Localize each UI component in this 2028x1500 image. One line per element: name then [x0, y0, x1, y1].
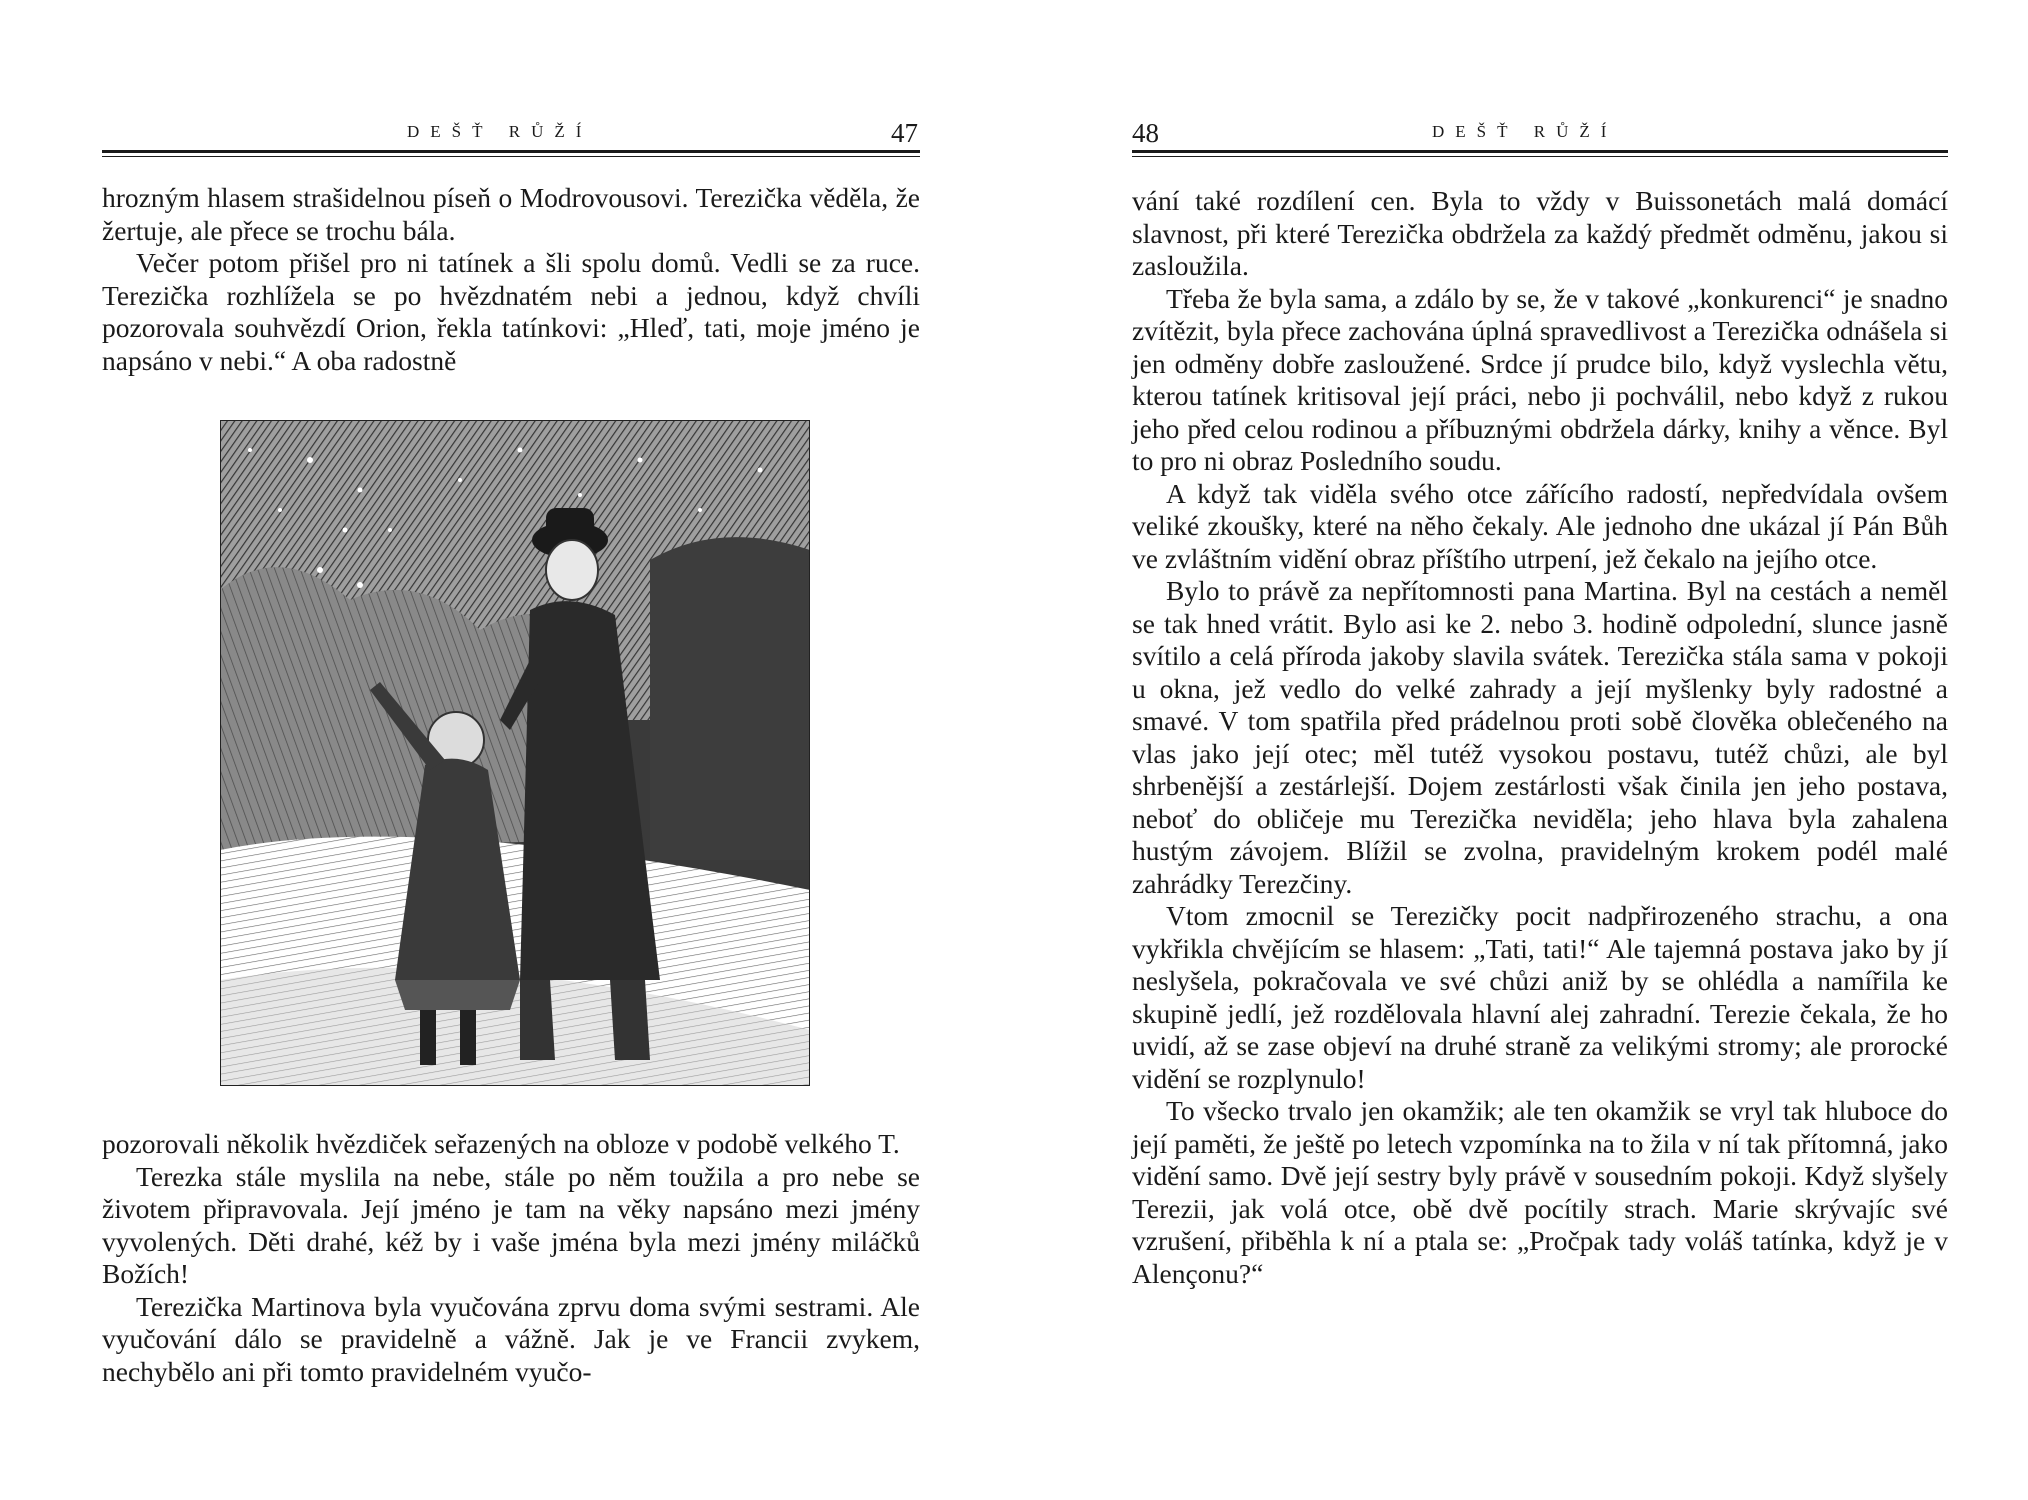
paragraph: Bylo to právě za nepřítomnosti pana Martina. Byl na cestách a neměl se tak hned vrátit. Bylo asi ke 2. nebo 3. hodině odpolední, slunce jasně svítilo a celá příroda jakoby slavila svátek. Terezička stála sama v pokoji u okna, jež vedlo do velké zahrady a její myšlenky byly radostné a smavé. V tom spatřila před prádelnou proti sobě člověka oblečeného na vlas jako její otec; měl tutéž vysokou postavu, tutéž chůzi, ale byl shrbenější a zestárlejší. Dojem zestárlosti však činila jen jeho postava, neboť do obličeje mu Terezička neviděla; jeho hlava byla zahalena hustým závojem. Blížil se zvolna, pravidelným krokem podél malé zahrádky Terezčiny. [1132, 575, 1948, 899]
paragraph: vání také rozdílení cen. Byla to vždy v Buissonetách malá domácí slavnost, při které Terezička obdržela za každý předmět odměnu, jakou si zasloužila. [1132, 185, 1948, 281]
left-header-rule [102, 150, 920, 153]
bushes-right [650, 537, 810, 860]
right-header-rule [1132, 150, 1948, 153]
left-text-top [102, 182, 920, 377]
right-page-number: 48 [1132, 118, 1159, 148]
left-running-title: DEŠŤ RŮŽÍ [407, 122, 593, 141]
paragraph: hrozným hlasem strašidelnou píseň o Modrovousovi. Terezička věděla, že žertuje, ale přece se trochu bála. [102, 182, 920, 246]
right-running-title: DEŠŤ RŮŽÍ [1432, 122, 1618, 141]
paragraph: Vtom zmocnil se Terezičky pocit nadpřirozeného strachu, a ona vykřikla chvějícím se hlasem: „Tati, tati!“ Ale tajemná postava jako by jí neslyšela, pokračovala ve své chůzi aniž by se ohlédla a namířila ke skupině jedlí, jež rozdělovala hlavní alej zahradní. Terezie čekala, že ho uvidí, až se zase objeví na druhé straně za velikými stromy; ale prorocké vidění se rozplynulo! [1132, 900, 1948, 1094]
paragraph: pozorovali několik hvězdiček seřazených na obloze v podobě velkého T. [102, 1128, 900, 1159]
paragraph: Terezka stále myslila na nebe, stále po něm toužila a pro nebe se životem připravovala. Její jméno je tam na věky napsáno mezi jmény vyvolených. Děti drahé, kéž by i vaše jména byla mezi jmény miláčků Božích! [102, 1160, 920, 1289]
right-text [1132, 185, 1948, 1290]
paragraph: Třeba že byla sama, a zdálo by se, že v takové „konkurenci“ je snadno zvítězit, byla přece zachována úplná spravedlivost a Terezička odnášela si jen odměny dobře zasloužené. Srdce jí prudce bilo, když vyslechla větu, kterou tatínek kritisoval její práci, nebo ji pochválil, nebo když z rukou jeho před celou rodinou a příbuznými obdržela dárky, knihy a věnce. Byl to pro ni obraz Posledního soudu. [1132, 282, 1948, 476]
paragraph: A když tak viděla svého otce zářícího radostí, nepředvídala ovšem veliké zkoušky, které na něho čekaly. Ale jednoho dne ukázal jí Pán Bůh ve zvláštním vidění obraz příštího utrpení, jež čekalo na jejího otce. [1132, 477, 1948, 574]
left-header-rule-thin [102, 156, 920, 157]
right-header-rule-thin [1132, 156, 1948, 157]
paragraph: Terezička Martinova byla vyučována zprvu doma svými sestrami. Ale vyučování dálo se pravidelně a vážně. Jak je ve Francii zvykem, nechybělo ani při tomto pravidelném vyučo- [102, 1290, 920, 1387]
paragraph: Večer potom přišel pro ni tatínek a šli spolu domů. Vedli se za ruce. Terezička rozhlížela se po hvězdnatém nebi a jednou, když chvíli pozorovala souhvězdí Orion, řekla tatínkovi: „Hleď, tati, moje jméno je napsáno v nebi.“ A oba radostně [102, 247, 920, 376]
left-page-number: 47 [891, 118, 918, 148]
left-text-bottom [102, 1128, 920, 1388]
illustration-father-and-daughter-under-stars [220, 420, 810, 1086]
paragraph: To všecko trvalo jen okamžik; ale ten okamžik se vryl tak hluboce do její paměti, že ještě po letech vzpomínka na to žila v ní tak přítomná, jako vidění samo. Dvě její sestry byly právě v sousedním pokoji. Když slyšely Terezii, jak volá otce, obě dvě pocítily strach. Marie skrývajíc své vzrušení, přiběhla k ní a ptala se: „Pročpak tady voláš tatínka, když je v Alençonu?“ [1132, 1095, 1948, 1289]
